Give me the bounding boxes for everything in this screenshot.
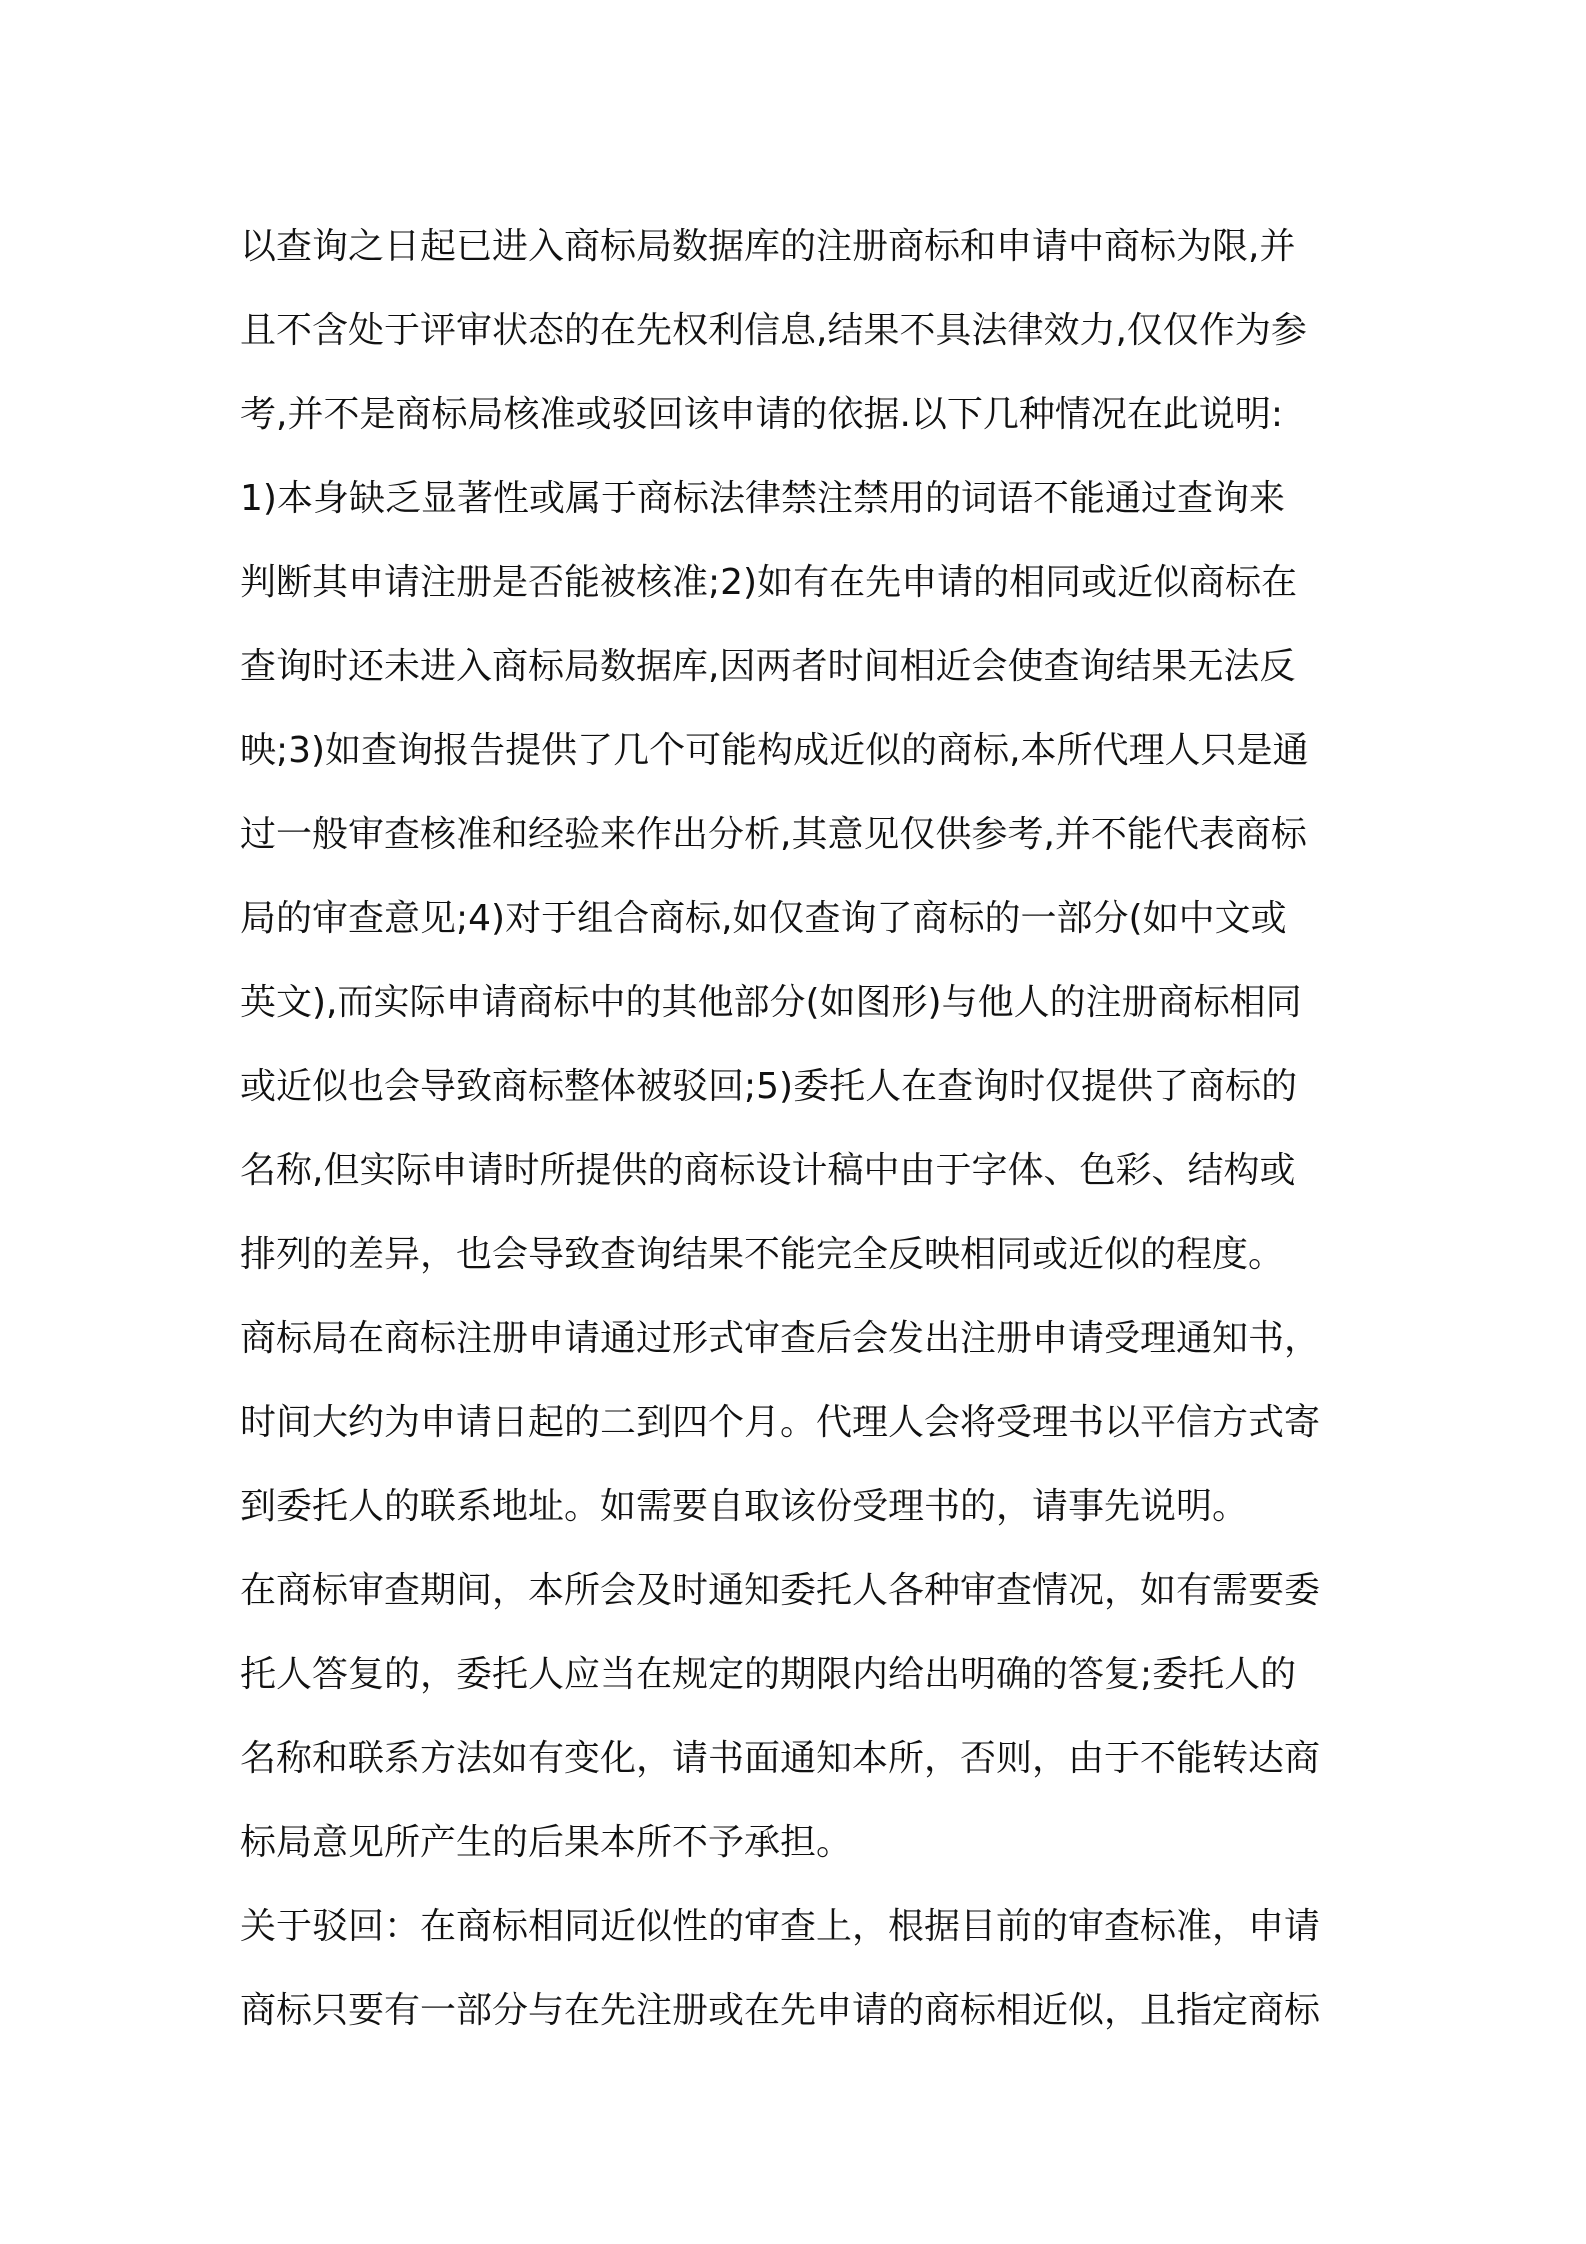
text-line: 商标只要有一部分与在先注册或在先申请的商标相近似，且指定商标	[240, 1990, 1321, 2031]
text-line: 名称,但实际申请时所提供的商标设计稿中由于字体、色彩、结构或	[240, 1150, 1296, 1191]
text-line: 过一般审查核准和经验来作出分析,其意见仅供参考,并不能代表商标	[240, 814, 1307, 855]
text-line: 标局意见所产生的后果本所不予承担。	[240, 1822, 853, 1863]
document-body	[240, 205, 1350, 2053]
text-line: 关于驳回：在商标相同近似性的审查上，根据目前的审查标准，申请	[240, 1906, 1321, 1947]
text-line: 查询时还未进入商标局数据库,因两者时间相近会使查询结果无法反	[240, 646, 1296, 687]
text-line: 判断其申请注册是否能被核准;2)如有在先申请的相同或近似商标在	[240, 562, 1298, 603]
text-line: 以查询之日起已进入商标局数据库的注册商标和申请中商标为限,并	[240, 226, 1296, 267]
text-line: 或近似也会导致商标整体被驳回;5)委托人在查询时仅提供了商标的	[240, 1066, 1298, 1107]
text-line: 排列的差异，也会导致查询结果不能完全反映相同或近似的程度。	[240, 1234, 1285, 1275]
text-line: 英文),而实际申请商标中的其他部分(如图形)与他人的注册商标相同	[240, 982, 1302, 1023]
text-line: 1)本身缺乏显著性或属于商标法律禁注禁用的词语不能通过查询来	[240, 478, 1285, 519]
text-line: 托人答复的，委托人应当在规定的期限内给出明确的答复;委托人的	[240, 1654, 1297, 1695]
text-line: 商标局在商标注册申请通过形式审查后会发出注册申请受理通知书，	[240, 1318, 1321, 1359]
text-line: 局的审查意见;4)对于组合商标,如仅查询了商标的一部分(如中文或	[240, 898, 1287, 939]
text-line: 考,并不是商标局核准或驳回该申请的依据.以下几种情况在此说明:	[240, 394, 1284, 435]
text-line: 名称和联系方法如有变化，请书面通知本所，否则，由于不能转达商	[240, 1738, 1321, 1779]
text-line: 且不含处于评审状态的在先权利信息,结果不具法律效力,仅仅作为参	[240, 310, 1307, 351]
text-line: 时间大约为申请日起的二到四个月。代理人会将受理书以平信方式寄	[240, 1402, 1321, 1443]
text-line: 映;3)如查询报告提供了几个可能构成近似的商标,本所代理人只是通	[240, 730, 1309, 771]
text-line: 到委托人的联系地址。如需要自取该份受理书的，请事先说明。	[240, 1486, 1249, 1527]
text-line: 在商标审查期间，本所会及时通知委托人各种审查情况，如有需要委	[240, 1570, 1321, 1611]
